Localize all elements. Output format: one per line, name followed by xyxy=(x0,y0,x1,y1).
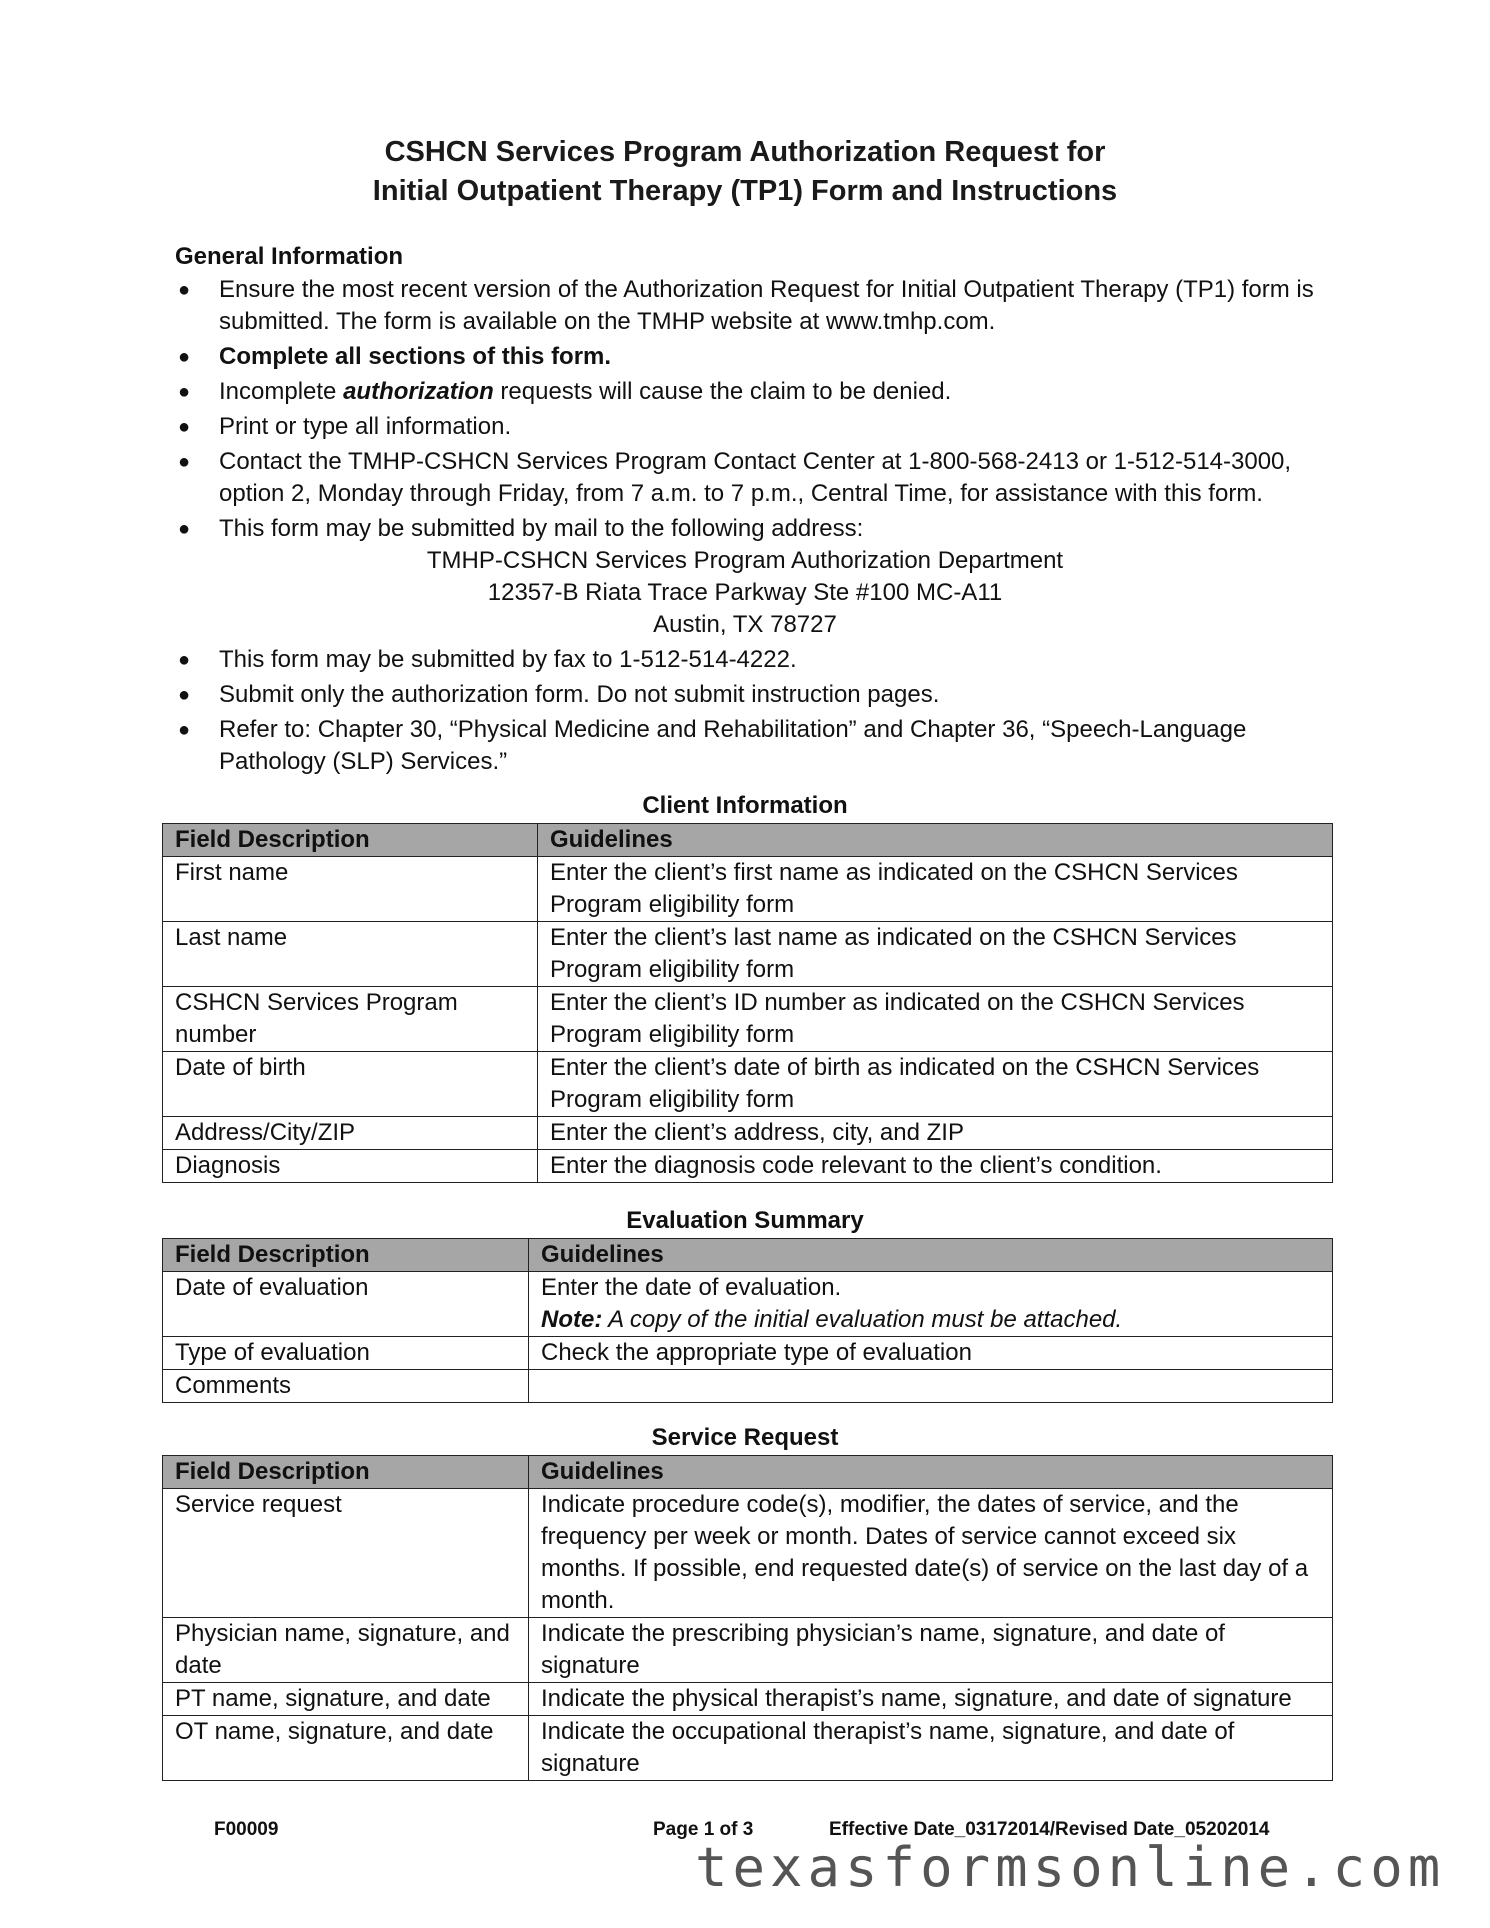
bullet-icon: ● xyxy=(178,518,191,540)
table-row xyxy=(163,1370,1333,1403)
guidelines-cell: Check the appropriate type of evaluation xyxy=(529,1337,1333,1370)
evaluation-summary-table xyxy=(162,1238,1333,1403)
bullet-icon: ● xyxy=(178,346,191,368)
table-row xyxy=(163,1052,1333,1117)
service-request-table xyxy=(162,1455,1333,1781)
guidelines-cell: Enter the client’s first name as indicated on the CSHCN Services Program eligibility form xyxy=(538,857,1333,922)
guidelines-cell: Enter the client’s date of birth as indicated on the CSHCN Services Program eligibility form xyxy=(538,1052,1333,1117)
general-information-heading: General Information xyxy=(175,243,404,270)
guidelines-cell: Indicate the prescribing physician’s name, signature, and date of signature xyxy=(529,1618,1333,1683)
bullet-icon: ● xyxy=(178,381,191,403)
table-row xyxy=(163,1618,1333,1683)
evaluation-summary-caption: Evaluation Summary xyxy=(626,1207,864,1234)
list-item: ● This form may be submitted by mail to the following address: xyxy=(175,513,1325,545)
column-header: Field Description xyxy=(163,1239,529,1272)
field-description-cell: Type of evaluation xyxy=(163,1337,529,1370)
guidelines-cell: Enter the client’s ID number as indicated on the CSHCN Services Program eligibility form xyxy=(538,987,1333,1052)
guidelines-cell xyxy=(529,1272,1333,1337)
mailing-address-line: Austin, TX 78727 xyxy=(653,611,837,638)
table-row xyxy=(163,1117,1333,1150)
column-header: Guidelines xyxy=(529,1239,1333,1272)
general-information-list xyxy=(175,274,1325,778)
document-title-line-2: Initial Outpatient Therapy (TP1) Form and Instructions xyxy=(372,175,1118,207)
guidelines-cell: Enter the diagnosis code relevant to the client’s condition. xyxy=(538,1150,1333,1183)
table-row xyxy=(163,1683,1333,1716)
column-header: Field Description xyxy=(163,1456,529,1489)
site-watermark: texasformsonline.com xyxy=(695,1836,1446,1899)
table-row xyxy=(163,1272,1333,1337)
list-item: ● Complete all sections of this form. xyxy=(175,341,1325,373)
guidelines-cell: Indicate procedure code(s), modifier, the dates of service, and the frequency per week or month. Dates of service cannot exceed six months. If possible, end requested date(s) of service on the last day of a month. xyxy=(529,1489,1333,1618)
document-title-line-1: CSHCN Services Program Authorization Request for xyxy=(384,136,1106,168)
list-item: ● Incomplete authorization requests will cause the claim to be denied. xyxy=(175,376,1325,408)
footer-dates: Effective Date_03172014/Revised Date_05202014 xyxy=(829,1819,1270,1840)
table-row xyxy=(163,1489,1333,1618)
bullet-icon: ● xyxy=(178,416,191,438)
guidelines-cell: Enter the client’s last name as indicated on the CSHCN Services Program eligibility form xyxy=(538,922,1333,987)
field-description-cell: Service request xyxy=(163,1489,529,1618)
field-description-cell: First name xyxy=(163,857,538,922)
guidelines-cell: Indicate the physical therapist’s name, signature, and date of signature xyxy=(529,1683,1333,1716)
bullet-icon: ● xyxy=(178,684,191,706)
table-row xyxy=(163,1150,1333,1183)
table-row xyxy=(163,1716,1333,1781)
bullet-icon: ● xyxy=(178,719,191,741)
list-item: ● This form may be submitted by fax to 1-512-514-4222. xyxy=(175,644,1325,676)
guidelines-cell: Enter the client’s address, city, and ZIP xyxy=(538,1117,1333,1150)
footer-form-number: F00009 xyxy=(214,1819,279,1840)
mailing-address-line: TMHP-CSHCN Services Program Authorization Department xyxy=(426,547,1064,574)
field-description-cell: Comments xyxy=(163,1370,529,1403)
service-request-caption: Service Request xyxy=(651,1424,839,1451)
mailing-address-line: 12357-B Riata Trace Parkway Ste #100 MC-A11 xyxy=(487,579,1003,606)
list-item: ● Contact the TMHP-CSHCN Services Program Contact Center at 1-800-568-2413 or 1-512-514-3000, option 2, Monday through Friday, from 7 a.m. to 7 p.m., Central Time, for assistance with this form. xyxy=(178,448,1292,507)
table-row xyxy=(163,987,1333,1052)
table-row xyxy=(163,922,1333,987)
field-description-cell: Date of evaluation xyxy=(163,1272,529,1337)
note-text: Note: A copy of the initial evaluation must be attached. xyxy=(541,1306,1123,1333)
field-description-cell: OT name, signature, and date xyxy=(163,1716,529,1781)
field-description-cell: Date of birth xyxy=(163,1052,538,1117)
table-row xyxy=(163,1337,1333,1370)
list-item: ● Print or type all information. xyxy=(175,411,1325,443)
field-description-cell: Last name xyxy=(163,922,538,987)
list-item: ● Ensure the most recent version of the Authorization Request for Initial Outpatient Therapy (TP1) form is submitted. The form is available on the TMHP website at www.tmhp.com. xyxy=(178,276,1314,335)
field-description-cell: CSHCN Services Program number xyxy=(163,987,538,1052)
client-information-caption: Client Information xyxy=(642,792,848,819)
table-row xyxy=(163,857,1333,922)
bullet-icon: ● xyxy=(178,649,191,671)
column-header: Field Description xyxy=(163,824,538,857)
guidelines-cell xyxy=(529,1370,1333,1403)
bullet-icon: ● xyxy=(178,451,191,473)
list-item: ● Submit only the authorization form. Do not submit instruction pages. xyxy=(175,679,1325,711)
field-description-cell: Physician name, signature, and date xyxy=(163,1618,529,1683)
field-description-cell: Address/City/ZIP xyxy=(163,1117,538,1150)
guideline-text: Enter the date of evaluation. xyxy=(541,1274,842,1301)
bullet-icon: ● xyxy=(178,279,191,301)
guidelines-cell: Indicate the occupational therapist’s name, signature, and date of signature xyxy=(529,1716,1333,1781)
client-information-table xyxy=(162,823,1333,1183)
column-header: Guidelines xyxy=(529,1456,1333,1489)
footer-page-number: Page 1 of 3 xyxy=(653,1819,754,1840)
list-item: ● Refer to: Chapter 30, “Physical Medicine and Rehabilitation” and Chapter 36, “Speech-Language Pathology (SLP) Services.” xyxy=(178,716,1247,775)
field-description-cell: PT name, signature, and date xyxy=(163,1683,529,1716)
field-description-cell: Diagnosis xyxy=(163,1150,538,1183)
column-header: Guidelines xyxy=(538,824,1333,857)
